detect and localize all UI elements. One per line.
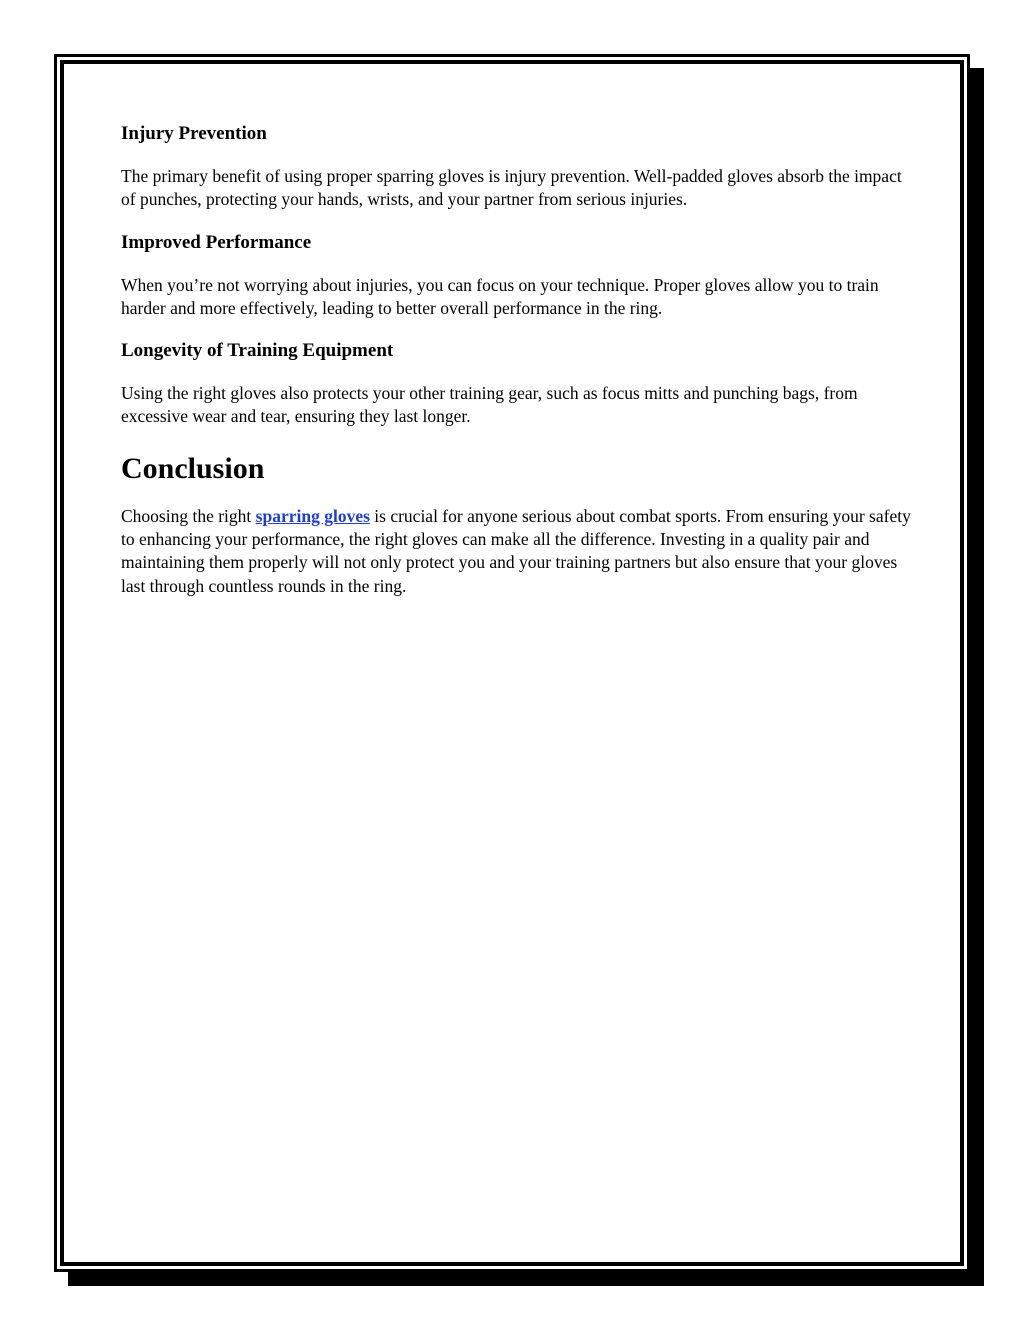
section-heading-injury-prevention: Injury Prevention: [121, 123, 267, 144]
section-body-improved-performance: When you’re not worrying about injuries, you can focus on your technique. Proper gloves allow you to train harder and more effectively, leading to better overall performance in the ring.: [121, 274, 879, 318]
conclusion-body: [121, 505, 911, 598]
section-body-longevity: Using the right gloves also protects your other training gear, such as focus mitts and punching bags, from excessive wear and tear, ensuring they last longer.: [121, 383, 858, 427]
conclusion-heading: Conclusion: [121, 451, 265, 485]
conclusion-text-after-link: is crucial for anyone serious about combat sports. From ensuring your safety to enhancing your performance, the right gloves can make all the difference. Investing in a quality pair and maintaining them properly will not only protect you and your training partners but also ensure that your gloves last through countless rounds in the ring.: [121, 505, 911, 596]
section-body-injury-prevention: The primary benefit of using proper sparring gloves is injury prevention. Well-padded gloves absorb the impact of punches, protecting your hands, wrists, and your partner from serious injuries.: [121, 166, 902, 210]
sparring-gloves-link[interactable]: sparring gloves: [255, 505, 370, 526]
section-heading-improved-performance: Improved Performance: [121, 231, 312, 253]
document-content: [121, 118, 911, 598]
conclusion-text-before-link: Choosing the right: [121, 505, 256, 526]
section-heading-longevity: Longevity of Training Equipment: [121, 340, 394, 362]
